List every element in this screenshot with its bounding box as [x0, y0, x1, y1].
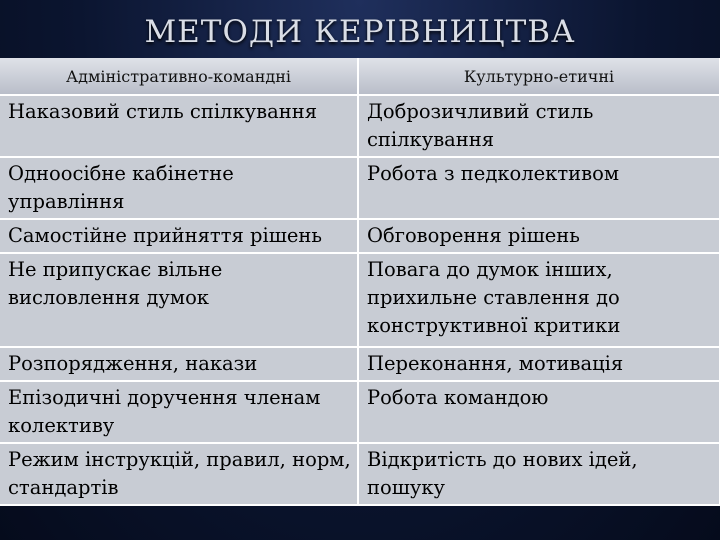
cell-cultural: Повага до думок інших, прихильне ставлення до конструктивної критики [358, 253, 720, 347]
slide-title: МЕТОДИ КЕРІВНИЦТВА [144, 14, 576, 50]
cell-cultural: Доброзичливий стиль спілкування [358, 95, 720, 157]
cell-cultural: Робота командою [358, 381, 720, 443]
cell-cultural: Робота з педколективом [358, 157, 720, 219]
cell-administrative: Самостійне прийняття рішень [0, 219, 358, 253]
column-header-administrative: Адміністративно-командні [0, 58, 358, 95]
cell-administrative: Режим інструкцій, правил, норм, стандартів [0, 443, 358, 505]
table-row [0, 157, 720, 219]
cell-administrative: Епізодичні доручення членам колективу [0, 381, 358, 443]
table-row [0, 381, 720, 443]
cell-administrative: Наказовий стиль спілкування [0, 95, 358, 157]
table-row [0, 253, 720, 347]
cell-administrative: Одноосібне кабінетне управління [0, 157, 358, 219]
table-row [0, 95, 720, 157]
cell-cultural: Переконання, мотивація [358, 347, 720, 381]
cell-administrative: Розпорядження, накази [0, 347, 358, 381]
table-header-row [0, 58, 720, 95]
table-row [0, 347, 720, 381]
column-header-cultural: Культурно-етичні [358, 58, 720, 95]
cell-administrative: Не припускає вільне висловлення думок [0, 253, 358, 347]
cell-cultural: Відкритість до нових ідей, пошуку [358, 443, 720, 505]
methods-table [0, 58, 720, 506]
cell-cultural: Обговорення рішень [358, 219, 720, 253]
table-row [0, 219, 720, 253]
table-row [0, 443, 720, 505]
